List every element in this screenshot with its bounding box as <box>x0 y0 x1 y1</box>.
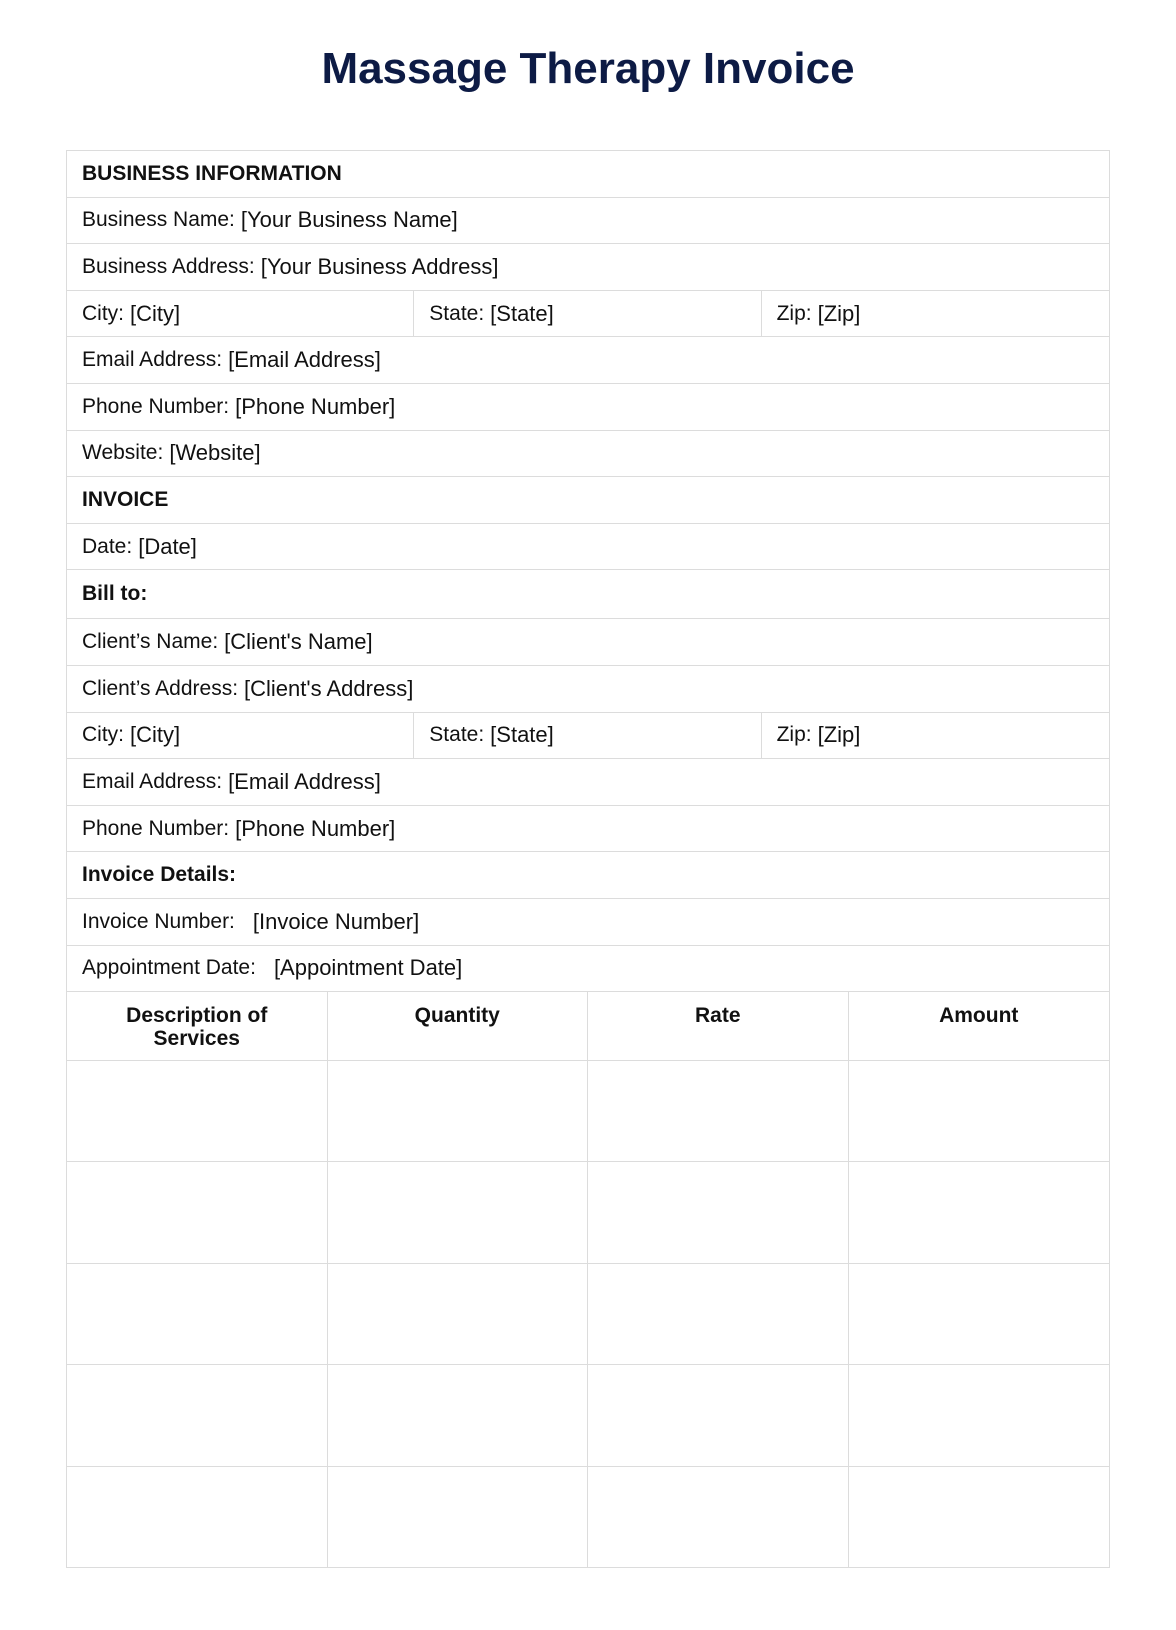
appointment-date-field[interactable] <box>67 946 1109 992</box>
business-address-row <box>67 244 1109 291</box>
client-state-label: State: <box>429 723 485 747</box>
client-state-field[interactable] <box>414 713 761 759</box>
amount-cell[interactable] <box>849 1365 1110 1465</box>
rate-cell[interactable] <box>588 1162 849 1262</box>
column-header-quantity: Quantity <box>328 992 589 1060</box>
business-phone-value: [Phone Number] <box>235 393 396 419</box>
client-email-row <box>67 759 1109 806</box>
invoice-number-row <box>67 899 1109 946</box>
table-row <box>67 1162 1109 1263</box>
business-zip-value: [Zip] <box>817 300 861 326</box>
quantity-cell[interactable] <box>328 1365 589 1465</box>
business-phone-label: Phone Number: <box>82 394 230 418</box>
client-zip-label: Zip: <box>776 723 812 747</box>
amount-cell[interactable] <box>849 1467 1110 1567</box>
table-row <box>67 1061 1109 1162</box>
description-cell[interactable] <box>67 1365 328 1465</box>
amount-cell[interactable] <box>849 1061 1110 1161</box>
invoice-date-field[interactable] <box>67 524 1109 570</box>
rate-cell[interactable] <box>588 1061 849 1161</box>
business-state-label: State: <box>429 301 485 325</box>
amount-cell[interactable] <box>849 1162 1110 1262</box>
invoice-number-label: Invoice Number: <box>82 909 235 933</box>
client-zip-field[interactable] <box>762 713 1109 759</box>
client-address-row <box>67 666 1109 713</box>
client-name-label: Client’s Name: <box>82 630 219 654</box>
appointment-date-row <box>67 946 1109 993</box>
amount-cell[interactable] <box>849 1264 1110 1364</box>
description-cell[interactable] <box>67 1264 328 1364</box>
client-email-label: Email Address: <box>82 769 223 793</box>
table-row <box>67 1365 1109 1466</box>
client-city-value: [City] <box>130 722 181 748</box>
rate-cell[interactable] <box>588 1264 849 1364</box>
client-email-field[interactable] <box>67 759 1109 805</box>
business-email-label: Email Address: <box>82 348 223 372</box>
business-email-field[interactable] <box>67 337 1109 383</box>
rate-cell[interactable] <box>588 1365 849 1465</box>
business-state-value: [State] <box>490 300 554 326</box>
business-address-label: Business Address: <box>82 254 255 278</box>
client-address-value: [Client's Address] <box>244 675 414 701</box>
client-phone-field[interactable] <box>67 806 1109 852</box>
description-cell[interactable] <box>67 1162 328 1262</box>
business-email-row <box>67 337 1109 384</box>
business-phone-row <box>67 384 1109 431</box>
description-cell[interactable] <box>67 1061 328 1161</box>
business-name-field[interactable] <box>67 198 1109 244</box>
quantity-cell[interactable] <box>328 1467 589 1567</box>
business-state-field[interactable] <box>414 291 761 337</box>
client-name-field[interactable] <box>67 619 1109 665</box>
business-city-field[interactable] <box>67 291 414 337</box>
table-row <box>67 1264 1109 1365</box>
business-website-value: [Website] <box>169 440 261 466</box>
client-name-value: [Client's Name] <box>224 629 373 655</box>
business-heading: BUSINESS INFORMATION <box>82 161 342 185</box>
details-heading-row <box>67 852 1109 899</box>
description-cell[interactable] <box>67 1467 328 1567</box>
client-city-state-zip-row <box>67 713 1109 760</box>
client-address-field[interactable] <box>67 666 1109 712</box>
business-address-value: [Your Business Address] <box>260 253 499 279</box>
client-city-field[interactable] <box>67 713 414 759</box>
services-table <box>67 992 1109 1567</box>
column-header-description: Description of Services <box>67 992 328 1060</box>
appointment-date-label: Appointment Date: <box>82 956 256 980</box>
client-phone-label: Phone Number: <box>82 816 230 840</box>
business-city-state-zip-row <box>67 291 1109 338</box>
column-header-rate: Rate <box>588 992 849 1060</box>
invoice-date-label: Date: <box>82 534 133 558</box>
invoice-form <box>66 150 1110 1568</box>
business-website-field[interactable] <box>67 431 1109 477</box>
bill-to-heading-row <box>67 570 1109 619</box>
appointment-date-value: [Appointment Date] <box>273 955 463 981</box>
quantity-cell[interactable] <box>328 1061 589 1161</box>
client-phone-value: [Phone Number] <box>235 815 396 841</box>
client-phone-row <box>67 806 1109 853</box>
page-title: Massage Therapy Invoice <box>321 44 855 93</box>
invoice-heading: INVOICE <box>82 487 169 511</box>
rate-cell[interactable] <box>588 1467 849 1567</box>
business-heading-row <box>67 151 1109 198</box>
invoice-number-value: [Invoice Number] <box>252 908 420 934</box>
business-name-row <box>67 198 1109 245</box>
client-name-row <box>67 619 1109 666</box>
client-city-label: City: <box>82 723 124 747</box>
invoice-heading-row <box>67 477 1109 524</box>
business-email-value: [Email Address] <box>228 347 381 373</box>
business-phone-field[interactable] <box>67 384 1109 430</box>
business-city-label: City: <box>82 301 124 325</box>
bill-to-heading: Bill to: <box>82 582 148 606</box>
client-state-value: [State] <box>490 722 554 748</box>
invoice-number-field[interactable] <box>67 899 1109 945</box>
business-zip-label: Zip: <box>776 301 812 325</box>
business-name-value: [Your Business Name] <box>240 207 458 233</box>
invoice-date-row <box>67 524 1109 571</box>
client-email-value: [Email Address] <box>228 768 381 794</box>
details-heading: Invoice Details: <box>82 863 237 887</box>
business-address-field[interactable] <box>67 244 1109 290</box>
business-website-label: Website: <box>82 441 164 465</box>
business-website-row <box>67 431 1109 478</box>
business-zip-field[interactable] <box>762 291 1109 337</box>
services-table-header <box>67 992 1109 1061</box>
business-name-label: Business Name: <box>82 208 235 232</box>
client-zip-value: [Zip] <box>817 722 861 748</box>
table-row <box>67 1467 1109 1567</box>
invoice-date-value: [Date] <box>138 533 197 559</box>
quantity-cell[interactable] <box>328 1264 589 1364</box>
business-city-value: [City] <box>130 300 181 326</box>
quantity-cell[interactable] <box>328 1162 589 1262</box>
client-address-label: Client’s Address: <box>82 676 239 700</box>
column-header-amount: Amount <box>939 1004 1019 1028</box>
